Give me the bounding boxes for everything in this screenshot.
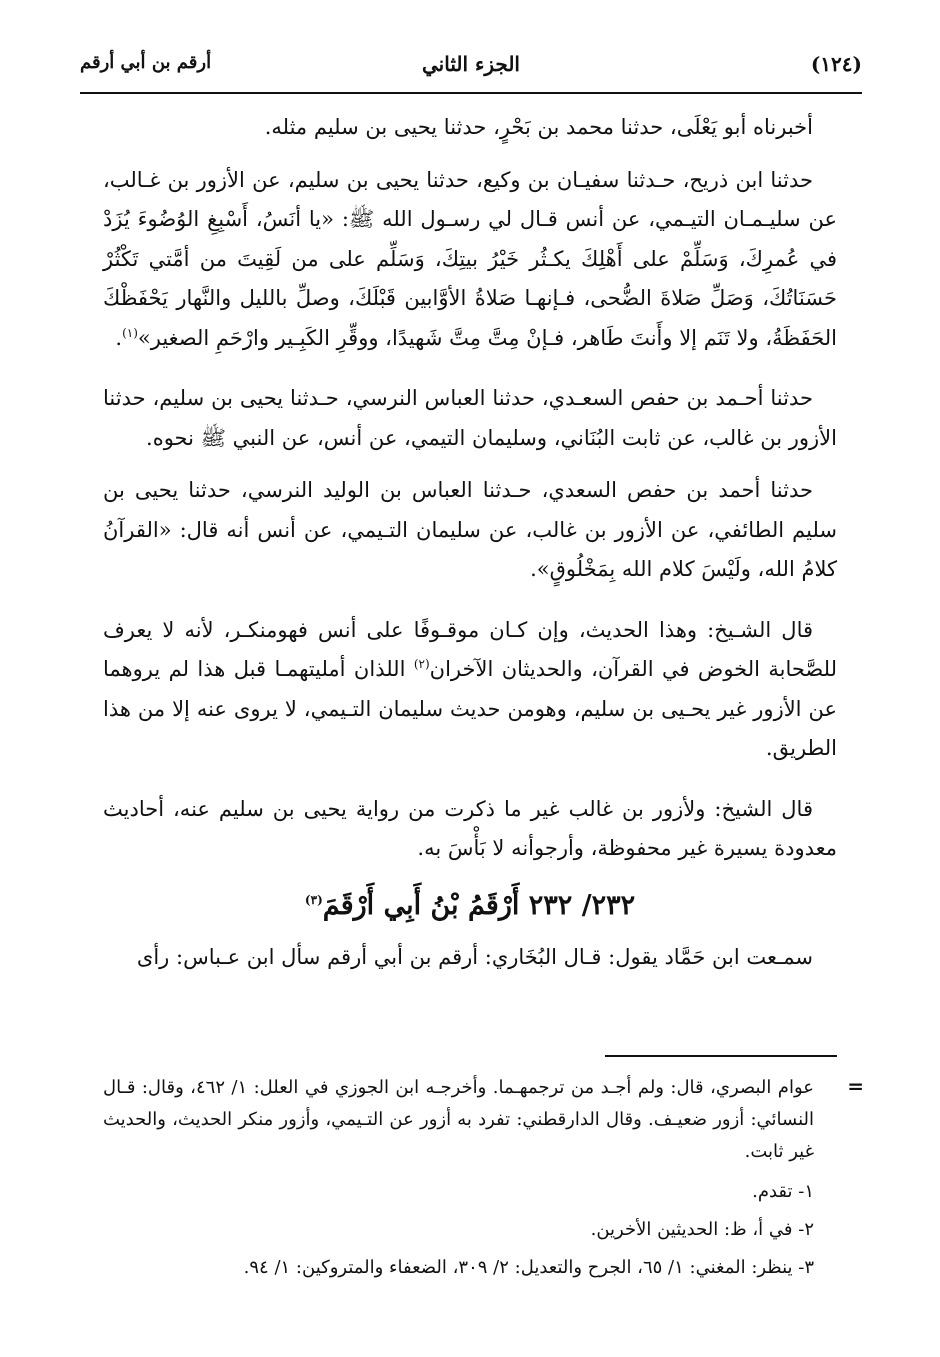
entry-heading bbox=[103, 882, 837, 930]
footnote: ٢- في أ، ظ: الحديثين الأخرين. bbox=[590, 1219, 814, 1240]
paragraph bbox=[103, 938, 837, 978]
footnote-ref: (٢) bbox=[413, 657, 430, 671]
paragraph bbox=[103, 108, 837, 148]
paragraph bbox=[103, 471, 837, 590]
footnote-ref: (١) bbox=[122, 325, 138, 340]
paragraph: حدثنا ابن ذريح، حـدثنا سفيـان بن وكيع، حدثنا يحيى بن سليم، عن الأزور بن غـالب، عن سليـمـان التيـمي، عن أنس قـال لي رسـول الله ﷺ: «يا أنَسُ، أَسْبِغِ الوُضُوءَ يُزَدْ في عُمرِكَ، وَسَلِّمْ على أَهْلِكَ يكـثُر خَيْرُ بيتِكَ، وَسَلِّم على من لَقِيتَ من أمَّتي تَكْثُرْ حَسَنَاتُكَ، وَصَلِّ صَلاةَ الضُّحى، فـإنهـا صَلاةُ الأوَّابين قَبْلَكَ، وصلِّ بالليل والنَّهار يَحْفَظْكَ الحَفَظَةُ، ولا تَنَم إلا وأَنتَ طَاهر، فـإنْ مِتَّ مِتَّ شَهيدًا، ووقِّرِ الكَبِـير وارْحَمِ الصغير»$^{(١)}$. bbox=[103, 167, 837, 350]
paragraph bbox=[103, 379, 837, 458]
page-header bbox=[80, 40, 862, 94]
paragraph-text: اللذان أمليتهمـا قبل هذا لم يروهما عن الأزور غير يحـيى بن سليم، وهومن حديث سليمان التـيمي، لا يروى عنه إلا من هذا الطريق. bbox=[103, 657, 837, 760]
page-number: (١٢٤) bbox=[810, 52, 862, 76]
running-title: أرقم بن أبي أرقم bbox=[80, 52, 212, 73]
paragraph-text: حدثنا أحـمد بن حفص السعـدي، حدثنا العباس النرسي، حـدثنا يحيى بن سليم، حدثنا الأزور بن غالب، عن ثابت البُنَاني، وسليمان التيمي، عن أنس، عن النبي ﷺ نحوه. bbox=[103, 386, 837, 450]
main-text bbox=[103, 108, 837, 998]
entry-heading-text: ٢٣٢/ ٢٣٢ أَرْقَمُ بْنُ أَبِي أَرْقَمَ bbox=[322, 889, 636, 921]
paragraph-text: قال الشـيخ: وهذا الحديث، وإن كـان موقـوفًا على أنس فهومنكـر، لأنه لا يعرف للصَّحابة الخوض في القرآن، والحديثان الآخران bbox=[103, 617, 837, 681]
part-title: الجزء الثاني bbox=[422, 52, 520, 76]
footnote: ٣- ينظر: المغني: ١/ ٦٥، الجرح والتعديل: ٢/ ٣٠٩، الضعفاء والمتروكين: ١/ ٩٤. bbox=[243, 1257, 814, 1278]
paragraph-text: أخبرناه أبو يَعْلَى، حدثنا محمد بن بَحْرٍ، حدثنا يحيى بن سليم مثله. bbox=[264, 115, 813, 139]
footnote-ref: (٣) bbox=[304, 892, 323, 907]
paragraph-text: قال الشيخ: ولأزور بن غالب غير ما ذكرت من رواية يحيى بن سليم عنه، أحاديث معدودة يسيرة غير محفوظة، وأرجوأنه لا بَأْسَ به. bbox=[103, 796, 837, 860]
paragraph bbox=[103, 790, 837, 869]
paragraph-text: حدثنا ابن ذريح، حـدثنا سفيـان بن وكيع، حدثنا يحيى بن سليم، عن الأزور بن غـالب، عن سليـمـان التيـمي، عن أنس قـال لي رسـول الله ﷺ: «يا أنَسُ، أَسْبِغِ الوُضُوءَ يُزَدْ في عُمرِكَ، وَسَلِّمْ على أَهْلِكَ يكـثُر خَيْرُ بيتِكَ، وَسَلِّم على من لَقِيتَ من أمَّتي تَكْثُرْ حَسَنَاتُكَ، وَصَلِّ صَلاةَ الضُّحى، فـإنهـا صَلاةُ الأوَّابين قَبْلَكَ، وصلِّ بالليل والنَّهار يَحْفَظْكَ الحَفَظَةُ، ولا تَنَم إلا وأَنتَ طَاهر، فـإنْ مِتَّ مِتَّ شَهيدًا، ووقِّرِ الكَبِـير وارْحَمِ الصغير» bbox=[103, 167, 837, 350]
footnotes bbox=[103, 1072, 814, 1290]
footnote: عوام البصري، قال: ولم أجـد من ترجمهـما. وأخرجـه ابن الجوزي في العلل: ١/ ٤٦٢، وقال: قـال النسائي: أزور ضعيـف. وقال الدارقطني: تفرد به أزور عن التـيمي، وأزور منكر الحديث، والحديث غير ثابت. bbox=[103, 1077, 814, 1162]
footnote: ١- تقدم. bbox=[752, 1181, 814, 1202]
paragraph-text: سمـعت ابن حَمَّاد يقول: قـال البُخَاري: أرقم بن أبي أرقم سأل ابن عـباس: رأى bbox=[136, 944, 813, 969]
footnote-divider bbox=[605, 1055, 837, 1057]
paragraph bbox=[103, 611, 837, 769]
footnote-continuation-mark: = bbox=[847, 1074, 864, 1098]
paragraph-text: حدثنا أحمد بن حفص السعدي، حـدثنا العباس بن الوليد النرسي، حدثنا يحيى بن سليم الطائفي، عن الأزور بن غالب، عن سليمان التـيمي، عن أنس أنه قال: «القرآنُ كلامُ الله، ولَيْسَ كلام الله بِمَخْلُوقٍ». bbox=[103, 478, 837, 581]
